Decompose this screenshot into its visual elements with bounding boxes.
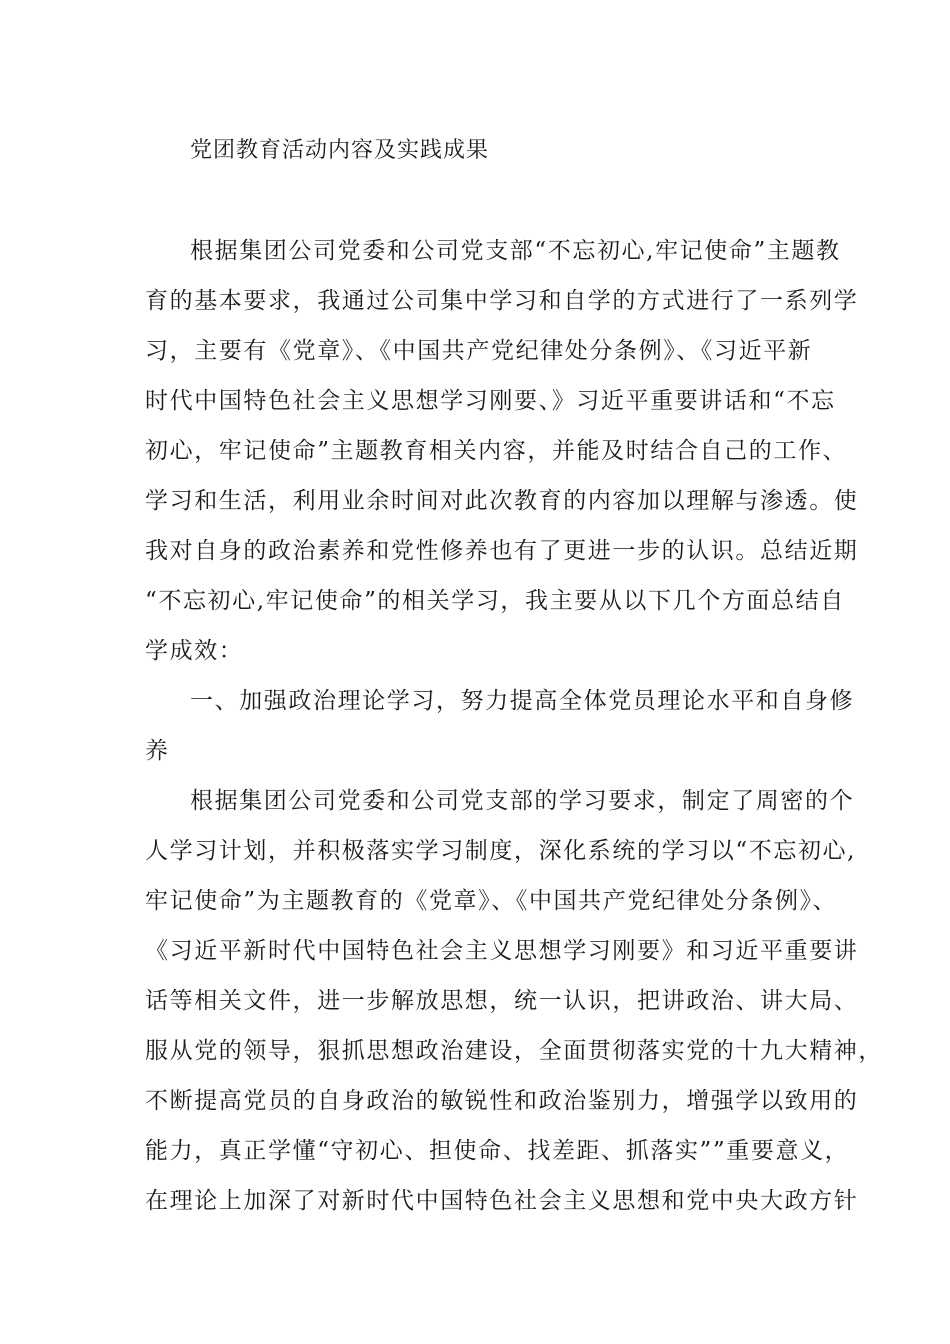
text-line: 时代中国特色社会主义思想学习刚要、》习近平重要讲话和“不忘 (145, 388, 836, 414)
text-line: 牢记使命”为主题教育的《党章》、《中国共产党纪律处分条例》、 (145, 888, 838, 914)
text-line: 《习近平新时代中国特色社会主义思想学习刚要》和习近平重要讲 (145, 938, 859, 964)
text-line: 能力，真正学懂“守初心、担使命、找差距、抓落实””重要意义， (145, 1138, 850, 1164)
text-line: 我对自身的政治素养和党性修养也有了更进一步的认识。总结近期 (145, 538, 859, 564)
text-line: 根据集团公司党委和公司党支部“不忘初心,牢记使命”主题教 (190, 238, 841, 264)
text-line: 习，主要有《党章》、《中国共产党纪律处分条例》、《习近平新 (145, 338, 813, 364)
text-line: 根据集团公司党委和公司党支部的学习要求，制定了周密的个 (190, 788, 855, 814)
text-line: 服从党的领导，狠抓思想政治建设，全面贯彻落实党的十九大精神， (145, 1038, 883, 1064)
text-line: 学习和生活，利用业余时间对此次教育的内容加以理解与渗透。使 (145, 488, 859, 514)
text-line: 人学习计划，并积极落实学习制度，深化系统的学习以“不忘初心, (145, 838, 857, 864)
section-heading-line: 一、加强政治理论学习，努力提高全体党员理论水平和自身修 (190, 688, 855, 714)
text-line: 话等相关文件，进一步解放思想，统一认识，把讲政治、讲大局、 (145, 988, 859, 1014)
section-heading-line: 养 (145, 738, 170, 764)
text-line: 在理论上加深了对新时代中国特色社会主义思想和党中央大政方针 (145, 1188, 859, 1214)
text-line: 不断提高党员的自身政治的敏锐性和政治鉴别力，增强学以致用的 (145, 1088, 859, 1114)
document-title: 党团教育活动内容及实践成果 (190, 138, 490, 163)
text-line: 初心，牢记使命”主题教育相关内容，并能及时结合自己的工作、 (145, 438, 848, 464)
text-line: 学成效： (145, 638, 244, 664)
text-line: 育的基本要求，我通过公司集中学习和自学的方式进行了一系列学 (145, 288, 859, 314)
text-line: “不忘初心,牢记使命”的相关学习，我主要从以下几个方面总结自 (145, 588, 845, 614)
